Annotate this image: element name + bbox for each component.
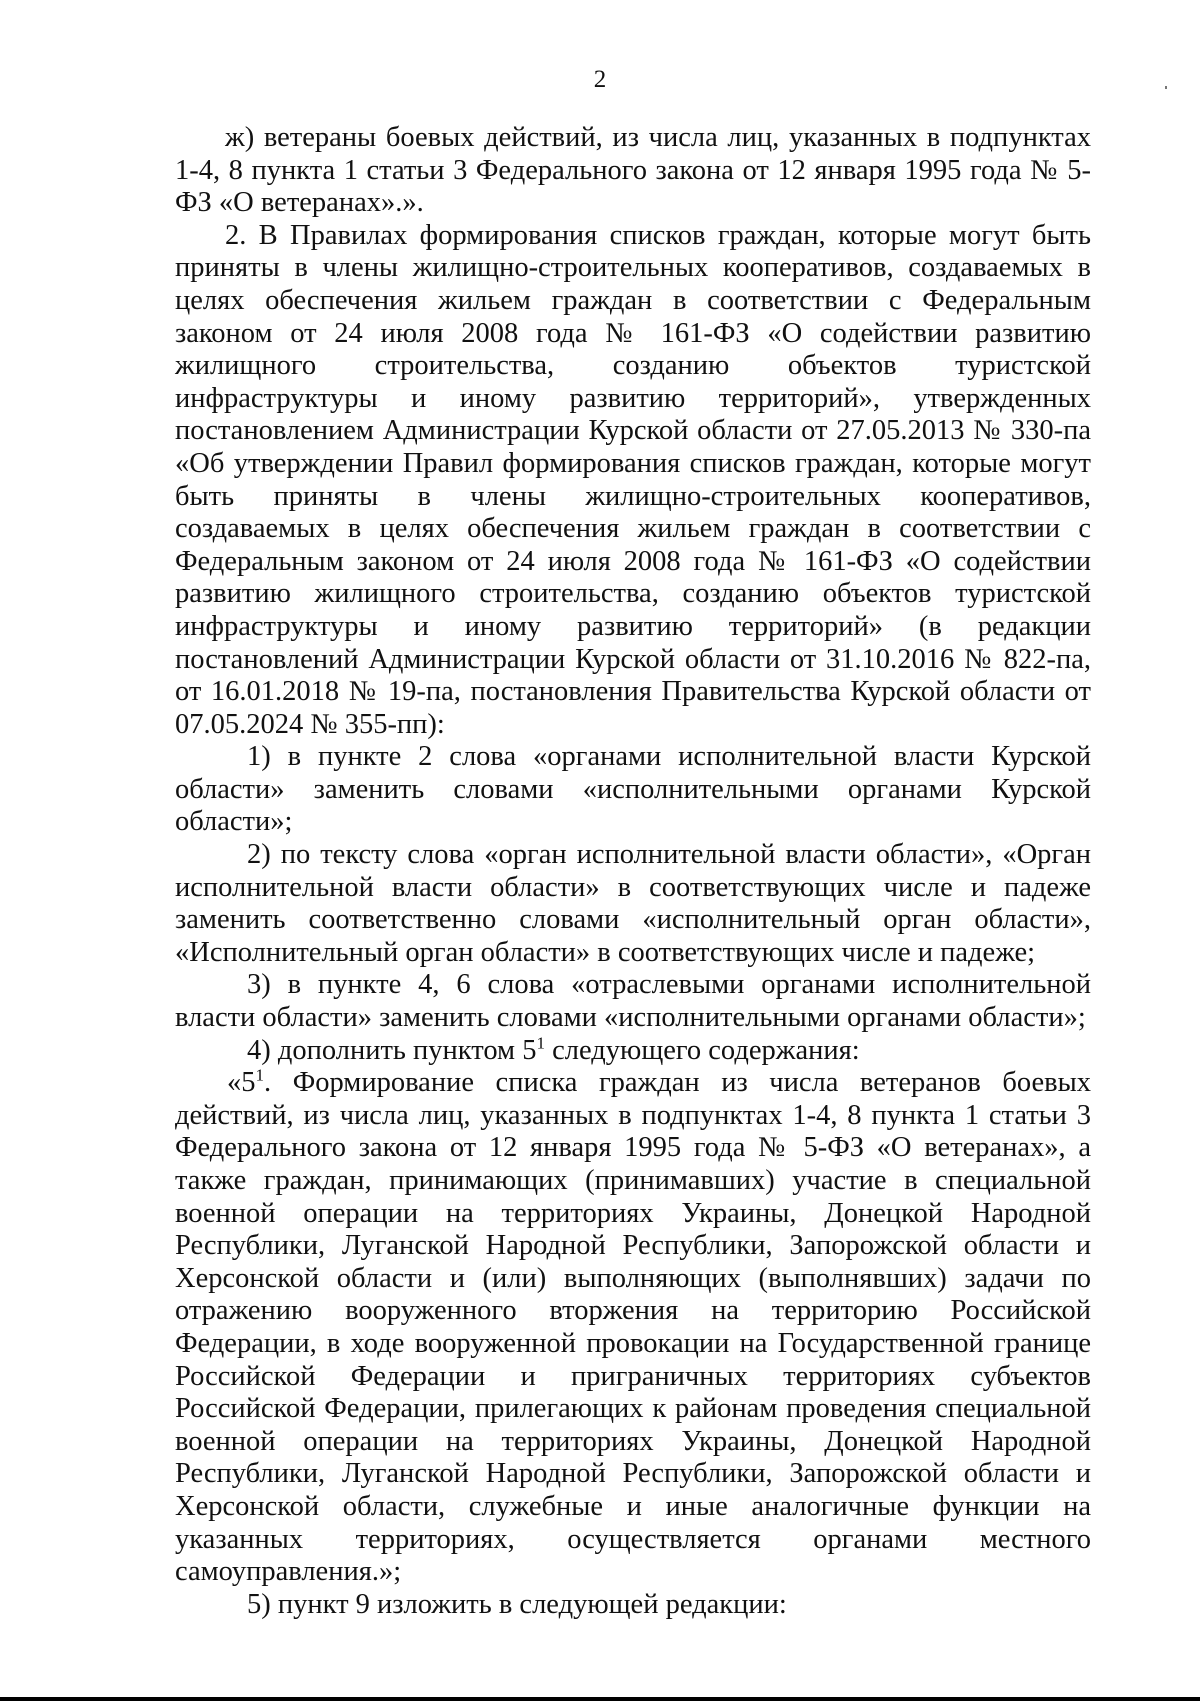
subitem-4-text-start: 4) дополнить пунктом 5 (247, 1034, 537, 1066)
paragraph-section-2: 2. В Правилах формирования списков граждан, которые могут быть приняты в члены жилищно-строительных кооперативов, создаваемых в целях обеспечения жильем граждан в соответствии с Федеральным законом от 24 июля 2008 года № 161-ФЗ «О содействии развитию жилищного строительства, созданию объектов туристской инфраструктуры и иному развитию территорий», утвержденных постановлением Администрации Курской области от 27.05.2013 № 330-па «Об утверждении Правил формирования списков граждан, которые могут быть приняты в члены жилищно-строительных кооперативов, создаваемых в целях обеспечения жильем граждан в соответствии с Федеральным законом от 24 июля 2008 года № 161-ФЗ «О содействии развитию жилищного строительства, созданию объектов туристской инфраструктуры и иному развитию территорий» (в редакции постановлений Администрации Курской области от 31.10.2016 № 822-па, от 16.01.2018 № 19-па, постановления Правительства Курской области от 07.05.2024 № 355-пп): (175, 219, 1091, 740)
scan-speck (1165, 86, 1167, 89)
subitem-4-superscript: 1 (536, 1033, 546, 1053)
point-5-1-superscript: 1 (255, 1065, 265, 1085)
paragraph-point-5-1 (175, 1067, 1091, 1589)
paragraph-subitem-3: 3) в пункте 4, 6 слова «отраслевыми органами исполнительной власти области» заменить словами «исполнительными органами области»; (175, 969, 1091, 1034)
paragraph-subitem-1: 1) в пункте 2 слова «органами исполнительной власти Курской области» заменить словами «исполнительными органами Курской области»; (175, 741, 1091, 838)
point-5-1-text-start: «5 (227, 1067, 256, 1099)
subitem-4-text-end: следующего содержания: (545, 1034, 860, 1066)
point-5-1-text-end: . Формирование списка граждан из числа ветеранов боевых действий, из числа лиц, указанных в подпунктах 1-4, 8 пункта 1 статьи 3 Федерального закона от 12 января 1995 года № 5-ФЗ «О ветеранах», а также граждан, принимающих (принимавших) участие в специальной военной операции на территориях Украины, Донецкой Народной Республики, Луганской Народной Республики, Запорожской области и Херсонской области и (или) выполняющих (выполнявших) задачи по отражению вооруженного вторжения на территорию Российской Федерации, в ходе вооруженной провокации на Государственной границе Российской Федерации и приграничных территориях субъектов Российской Федерации, прилегающих к районам проведения специальной военной операции на территориях Украины, Донецкой Народной Республики, Луганской Народной Республики, Запорожской области и Херсонской области, служебные и иные аналогичные функции на указанных территориях, осуществляется органами местного самоуправления.»; (175, 1067, 1091, 1588)
document-body (175, 122, 1091, 1621)
paragraph-item-zh: ж) ветераны боевых действий, из числа лиц, указанных в подпунктах 1-4, 8 пункта 1 статьи 3 Федерального закона от 12 января 1995 года № 5-ФЗ «О ветеранах».». (175, 122, 1091, 219)
paragraph-subitem-2: 2) по тексту слова «орган исполнительной власти области», «Орган исполнительной власти области» в соответствующих числе и падеже заменить соответственно словами «исполнительный орган области», «Исполнительный орган области» в соответствующих числе и падеже; (175, 839, 1091, 968)
paragraph-subitem-5: 5) пункт 9 изложить в следующей редакции: (247, 1588, 787, 1620)
scan-bottom-edge (0, 1697, 1200, 1701)
paragraph-subitem-4 (175, 1035, 1091, 1068)
page-number: 2 (593, 66, 607, 93)
